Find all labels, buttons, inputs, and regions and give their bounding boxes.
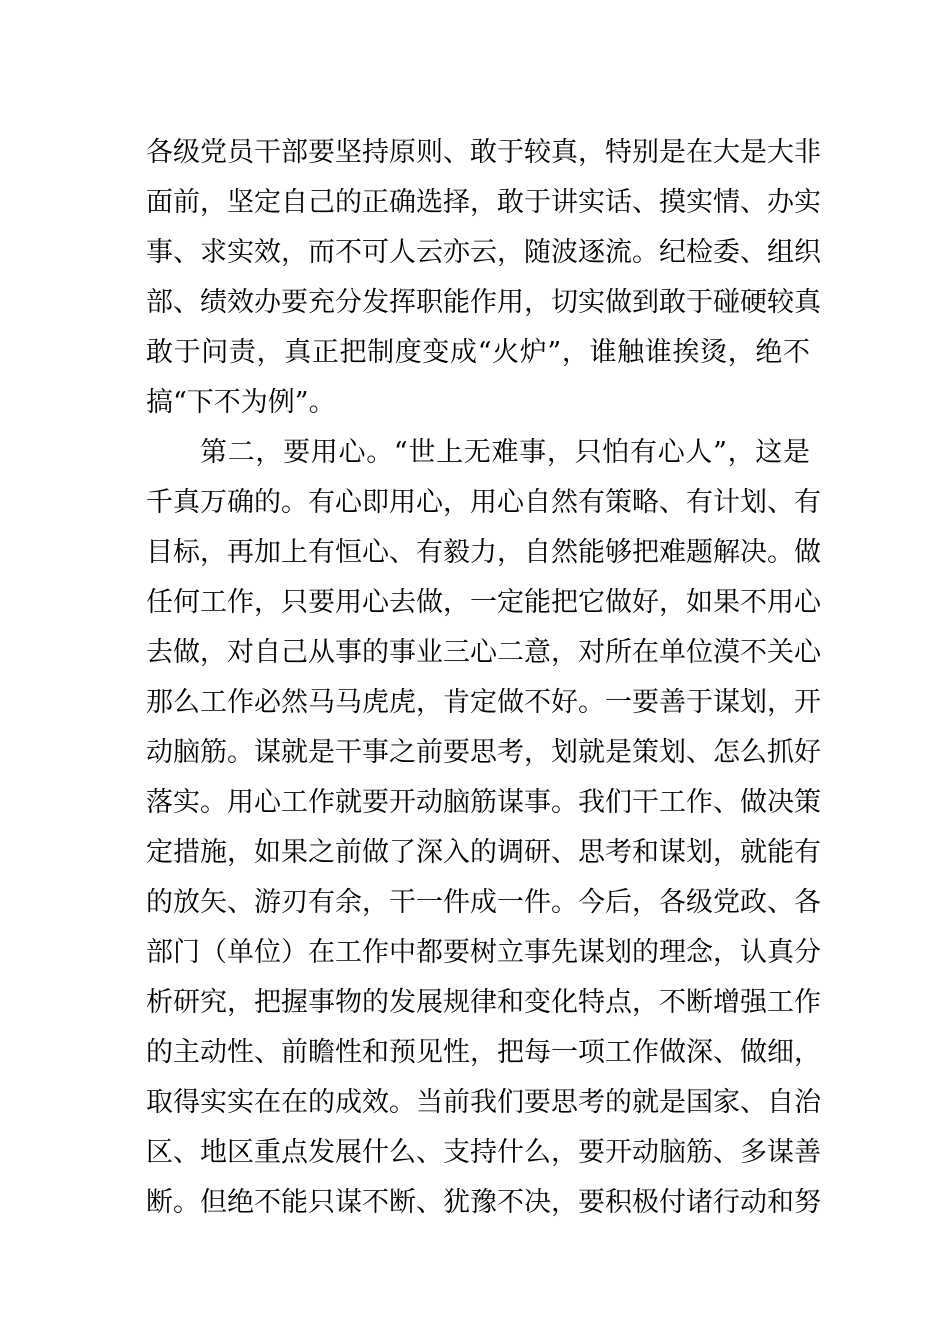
text-line: 落实。用心工作就要开动脑筋谋事。我们干工作、做决策 xyxy=(146,787,821,818)
paragraph-1 xyxy=(146,128,821,428)
text-line: 第二，要用心。“世上无难事，只怕有心人”，这是 xyxy=(200,437,810,468)
text-line: 各级党员干部要坚持原则、敢于较真，特别是在大是大非 xyxy=(146,137,821,168)
text-line: 敢于问责，真正把制度变成“火炉”，谁触谁挨烫，绝不 xyxy=(146,337,810,368)
text-line: 任何工作，只要用心去做，一定能把它做好，如果不用心 xyxy=(146,587,821,618)
text-line: 那么工作必然马马虎虎，肯定做不好。一要善于谋划，开 xyxy=(146,687,821,718)
text-line: 动脑筋。谋就是干事之前要思考，划就是策划、怎么抓好 xyxy=(146,737,821,768)
text-line: 部、绩效办要充分发挥职能作用，切实做到敢于碰硬较真 xyxy=(146,287,821,318)
text-line: 目标，再加上有恒心、有毅力，自然能够把难题解决。做 xyxy=(146,537,821,568)
text-line: 去做，对自己从事的事业三心二意，对所在单位漠不关心 xyxy=(146,637,821,668)
text-line: 面前，坚定自己的正确选择，敢于讲实话、摸实情、办实 xyxy=(146,187,821,218)
paragraph-2 xyxy=(146,428,821,1228)
text-line: 析研究，把握事物的发展规律和变化特点，不断增强工作 xyxy=(146,987,821,1018)
text-line: 搞“下不为例”。 xyxy=(146,387,336,418)
text-line: 的放矢、游刃有余，干一件成一件。今后，各级党政、各 xyxy=(146,887,821,918)
text-line: 事、求实效，而不可人云亦云，随波逐流。纪检委、组织 xyxy=(146,237,821,268)
text-line: 定措施，如果之前做了深入的调研、思考和谋划，就能有 xyxy=(146,837,821,868)
text-line: 区、地区重点发展什么、支持什么，要开动脑筋、多谋善 xyxy=(146,1137,821,1168)
text-line: 千真万确的。有心即用心，用心自然有策略、有计划、有 xyxy=(146,487,821,518)
text-line: 的主动性、前瞻性和预见性，把每一项工作做深、做细， xyxy=(146,1037,821,1068)
text-line: 断。但绝不能只谋不断、犹豫不决，要积极付诸行动和努 xyxy=(146,1187,821,1218)
body-text xyxy=(146,128,821,1228)
text-line: 部门（单位）在工作中都要树立事先谋划的理念，认真分 xyxy=(146,937,821,968)
text-line: 取得实实在在的成效。当前我们要思考的就是国家、自治 xyxy=(146,1087,821,1118)
